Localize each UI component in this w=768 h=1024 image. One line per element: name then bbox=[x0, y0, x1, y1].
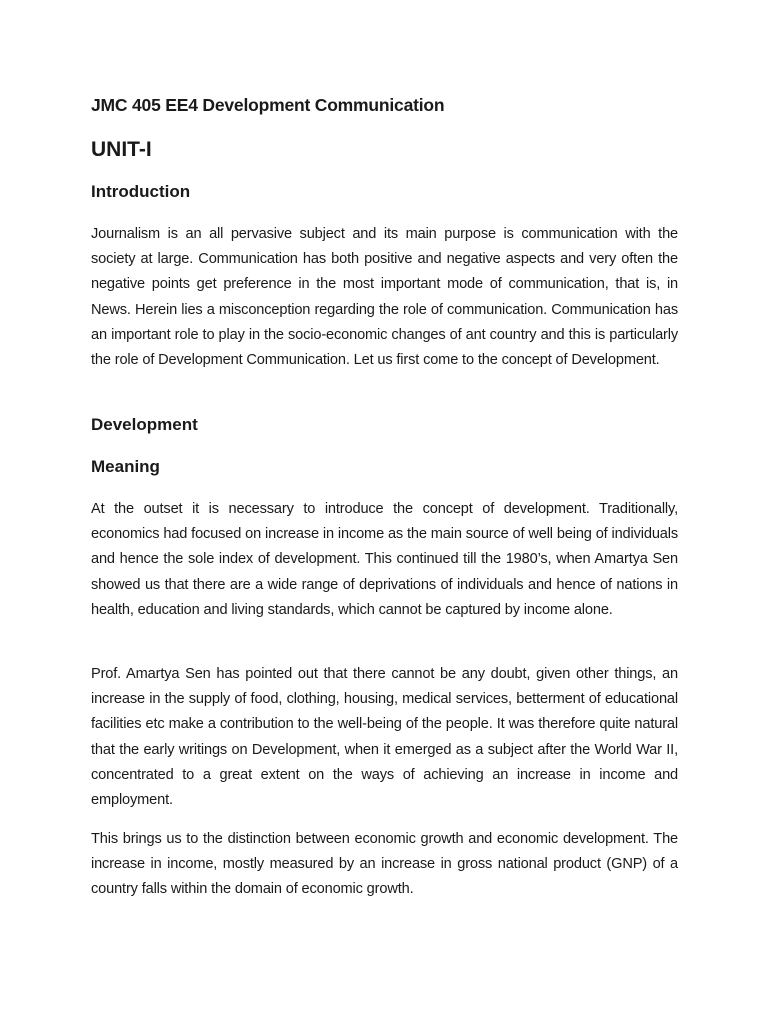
introduction-paragraph: Journalism is an all pervasive subject and its main purpose is communication with the society at large. Communication has both positive and negative aspects and very often the negative points get preference in the most important mode of communication, that is, in News. Herein lies a misconception regarding the role of communication. Communication has an important role to play in the socio-economic changes of ant country and this is particularly the role of Development Communication. Let us first come to the concept of Development. bbox=[91, 226, 678, 369]
document-title: JMC 405 EE4 Development Communication bbox=[91, 95, 445, 115]
development-heading: Development bbox=[91, 415, 198, 434]
meaning-heading: Meaning bbox=[91, 457, 160, 476]
meaning-paragraph-2: Prof. Amartya Sen has pointed out that there cannot be any doubt, given other things, an increase in the supply of food, clothing, housing, medical services, betterment of educational facilities etc make a contribution to the well-being of the people. It was therefore quite natural that the early writings on Development, when it emerged as a subject after the World War II, concentrated to a great extent on the ways of achieving an increase in income and employment. bbox=[91, 666, 678, 809]
introduction-heading: Introduction bbox=[91, 182, 191, 201]
meaning-paragraph-3: This brings us to the distinction between economic growth and economic development. The increase in income, mostly measured by an increase in gross national product (GNP) of a country falls within the domain of economic growth. bbox=[91, 831, 678, 898]
meaning-paragraph-1: At the outset it is necessary to introduce the concept of development. Traditionally, economics had focused on increase in income as the main source of well being of individuals and hence the sole index of development. This continued till the 1980’s, when Amartya Sen showed us that there are a wide range of deprivations of individuals and hence of nations in health, education and living standards, which cannot be captured by income alone. bbox=[91, 501, 678, 618]
document-page bbox=[91, 0, 678, 1024]
unit-heading: UNIT-I bbox=[91, 138, 152, 161]
